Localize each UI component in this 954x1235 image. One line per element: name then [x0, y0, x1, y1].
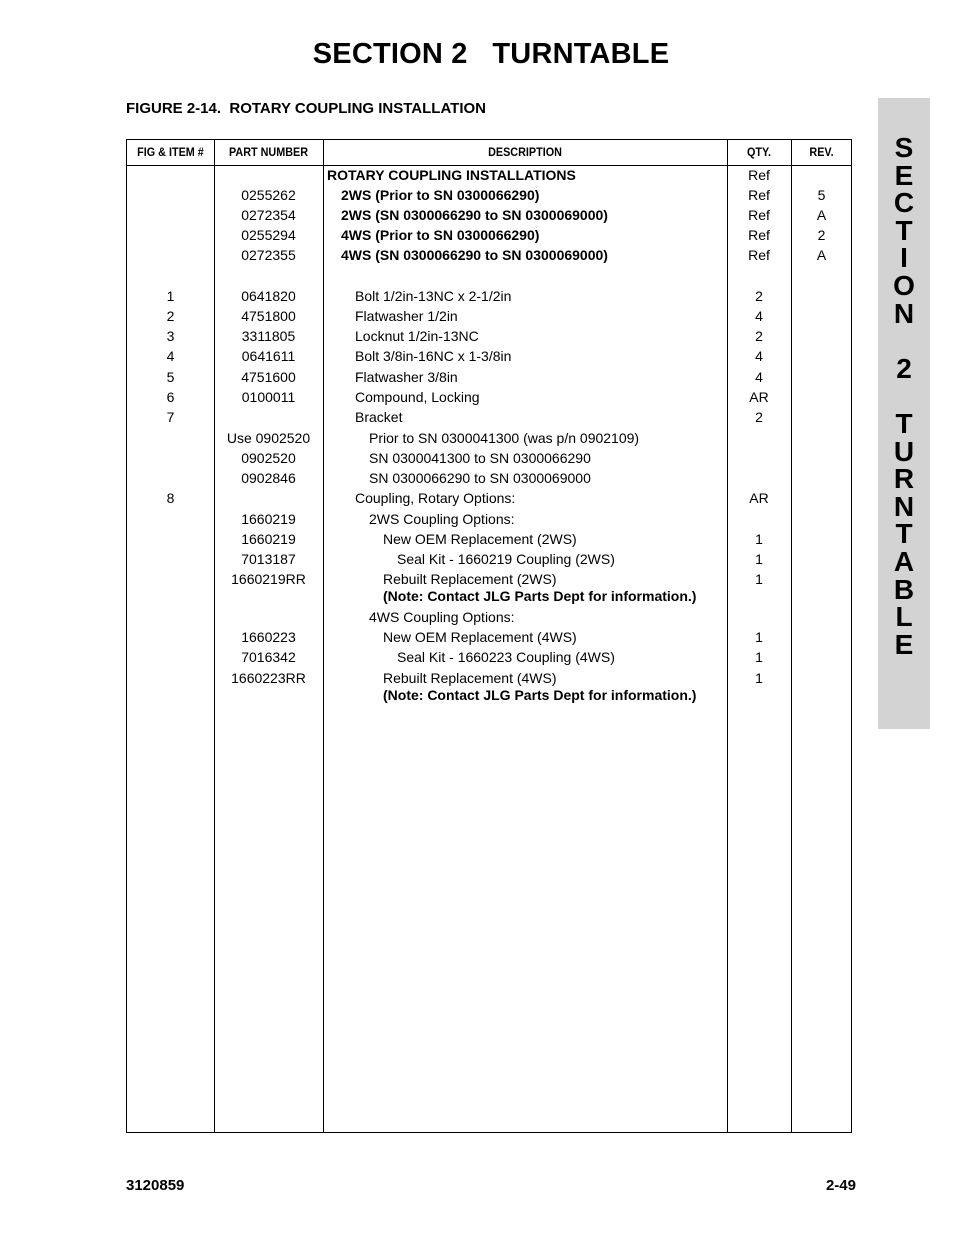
- qty-cell: 1: [755, 531, 763, 547]
- qty-cell: AR: [749, 389, 769, 405]
- qty-cell: Ref: [748, 207, 770, 223]
- qty-cell: Ref: [748, 167, 770, 183]
- description-cell: Prior to SN 0300041300 (was p/n 0902109): [369, 430, 640, 446]
- fig-item-cell: 7: [166, 409, 175, 425]
- description-cell: Compound, Locking: [355, 389, 480, 405]
- description-cell: 2WS (Prior to SN 0300066290): [341, 187, 540, 203]
- document-number: 3120859: [126, 1177, 185, 1194]
- description-cell: 4WS (Prior to SN 0300066290): [341, 227, 540, 243]
- section-side-tab: [878, 98, 930, 729]
- description-cell: Coupling, Rotary Options:: [355, 490, 516, 506]
- side-tab-letter: R: [893, 463, 915, 495]
- part-number-cell: 0255294: [241, 227, 296, 243]
- description-cell: 4WS (SN 0300066290 to SN 0300069000): [341, 247, 608, 263]
- qty-cell: 1: [755, 629, 763, 645]
- side-tab-letter: U: [893, 435, 915, 467]
- description-cell: New OEM Replacement (2WS): [383, 531, 577, 547]
- part-number-cell: 4751600: [241, 369, 296, 385]
- part-number-cell: 3311805: [241, 328, 296, 344]
- fig-item-cell: 3: [166, 328, 175, 344]
- side-tab-letter: T: [895, 214, 913, 246]
- side-tab-letter: S: [894, 132, 914, 163]
- side-tab-letter: I: [900, 242, 908, 274]
- fig-item-cell: 2: [166, 308, 175, 324]
- part-number-cell: 0641611: [241, 348, 296, 364]
- part-number-cell: 0902846: [241, 470, 296, 486]
- side-tab-letter: N: [893, 297, 915, 329]
- part-number-cell: Use 0902520: [226, 430, 311, 446]
- side-tab-gap: [878, 327, 930, 355]
- part-number-cell: 7013187: [241, 551, 296, 567]
- part-number-cell: 1660219RR: [231, 571, 306, 587]
- description-cell: New OEM Replacement (4WS): [383, 629, 577, 645]
- fig-item-cell: 5: [166, 369, 175, 385]
- qty-cell: 1: [755, 649, 763, 665]
- part-number-cell: 0272354: [241, 207, 296, 223]
- qty-cell: 1: [755, 551, 763, 567]
- qty-cell: 1: [755, 670, 763, 686]
- qty-cell: AR: [749, 490, 769, 506]
- part-number-cell: 1660219: [241, 511, 296, 527]
- description-cell: Rebuilt Replacement (2WS): [383, 571, 557, 587]
- description-cell: Seal Kit - 1660219 Coupling (2WS): [397, 551, 615, 567]
- qty-cell: 2: [755, 409, 763, 425]
- rev-cell: 5: [817, 187, 826, 203]
- rev-cell: A: [816, 207, 827, 223]
- description-note: (Note: Contact JLG Parts Dept for information.): [383, 588, 697, 604]
- fig-item-cell: 4: [166, 348, 175, 364]
- header-qty: QTY.: [746, 145, 771, 159]
- qty-cell: 2: [755, 288, 763, 304]
- description-cell: 2WS Coupling Options:: [369, 511, 515, 527]
- side-tab-letter: N: [893, 490, 915, 522]
- qty-cell: 4: [755, 348, 763, 364]
- figure-title: FIGURE 2-14. ROTARY COUPLING INSTALLATION: [126, 100, 487, 117]
- rev-cell: 2: [817, 227, 826, 243]
- description-cell: 4WS Coupling Options:: [369, 609, 515, 625]
- description-cell: ROTARY COUPLING INSTALLATIONS: [327, 167, 576, 183]
- qty-cell: Ref: [748, 247, 770, 263]
- part-number-cell: 1660223RR: [231, 670, 306, 686]
- description-cell: 2WS (SN 0300066290 to SN 0300069000): [341, 207, 608, 223]
- side-tab-text: [878, 134, 930, 658]
- qty-cell: 1: [755, 571, 763, 587]
- side-tab-letter: T: [895, 518, 913, 550]
- qty-cell: 4: [755, 308, 763, 324]
- description-cell: Bolt 1/2in-13NC x 2-1/2in: [355, 288, 512, 304]
- header-description: DESCRIPTION: [488, 145, 562, 159]
- description-cell: Seal Kit - 1660223 Coupling (4WS): [397, 649, 615, 665]
- part-number-cell: 0902520: [241, 450, 296, 466]
- side-tab-letter: E: [894, 159, 914, 191]
- description-note: (Note: Contact JLG Parts Dept for information.): [383, 687, 697, 703]
- header-rev: REV.: [809, 145, 834, 159]
- side-tab-letter: A: [893, 545, 915, 577]
- description-cell: SN 0300066290 to SN 0300069000: [369, 470, 591, 486]
- description-cell: Flatwasher 3/8in: [355, 369, 458, 385]
- fig-item-cell: 6: [166, 389, 175, 405]
- side-tab-letter: C: [893, 187, 915, 219]
- side-tab-letter: B: [893, 573, 915, 605]
- side-tab-letter: L: [895, 601, 913, 633]
- fig-item-cell: 1: [166, 288, 175, 304]
- qty-cell: Ref: [748, 227, 770, 243]
- qty-cell: 4: [755, 369, 763, 385]
- parts-list-table: [126, 139, 852, 1133]
- description-cell: Bracket: [355, 409, 403, 425]
- part-number-cell: 0641820: [241, 288, 296, 304]
- side-tab-letter: O: [893, 269, 915, 301]
- description-cell: Locknut 1/2in-13NC: [355, 328, 479, 344]
- part-number-cell: 0255262: [241, 187, 296, 203]
- column-divider: [791, 140, 792, 1132]
- column-divider: [323, 140, 324, 1132]
- description-cell: Rebuilt Replacement (4WS): [383, 670, 557, 686]
- qty-cell: Ref: [748, 187, 770, 203]
- side-tab-letter: T: [895, 407, 913, 439]
- part-number-cell: 1660223: [241, 629, 296, 645]
- description-cell: Bolt 3/8in-16NC x 1-3/8in: [355, 348, 512, 364]
- header-part-number: PART NUMBER: [228, 145, 309, 159]
- page-number: 2-49: [825, 1177, 856, 1194]
- rev-cell: A: [816, 247, 827, 263]
- part-number-cell: 0272355: [241, 247, 296, 263]
- description-cell: SN 0300041300 to SN 0300066290: [369, 450, 591, 466]
- part-number-cell: 0100011: [241, 389, 296, 405]
- fig-item-cell: 8: [166, 490, 175, 506]
- side-tab-gap: [878, 382, 930, 410]
- part-number-cell: 1660219: [241, 531, 296, 547]
- side-tab-letter: 2: [896, 352, 912, 384]
- part-number-cell: 7016342: [241, 649, 296, 665]
- side-tab-letter: E: [894, 628, 914, 660]
- description-cell: Flatwasher 1/2in: [355, 308, 458, 324]
- page-title: SECTION 2 TURNTABLE: [312, 38, 670, 70]
- qty-cell: 2: [755, 328, 763, 344]
- header-fig-item: FIG & ITEM #: [137, 145, 204, 159]
- part-number-cell: 4751800: [241, 308, 296, 324]
- header-divider: [127, 165, 851, 166]
